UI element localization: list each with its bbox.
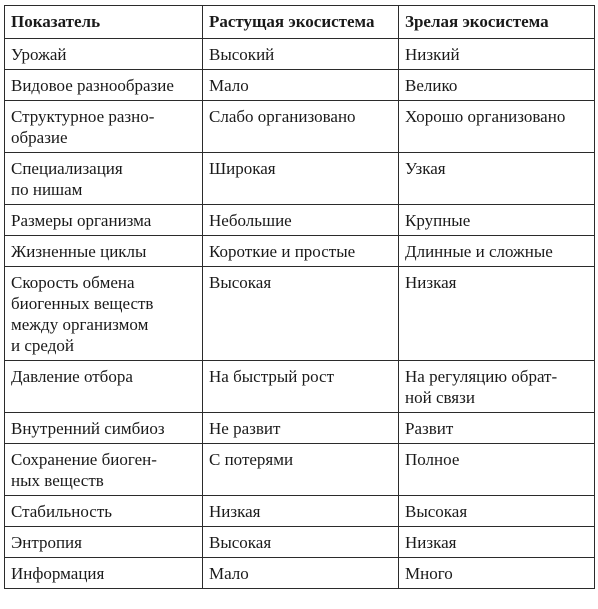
mature-value-cell: Низкий <box>399 39 595 70</box>
header-growing-ecosystem: Растущая экосистема <box>203 6 399 39</box>
table-row <box>5 444 595 496</box>
growing-value-cell: Небольшие <box>203 205 399 236</box>
mature-value-cell: Полное <box>399 444 595 496</box>
growing-value-cell: Слабо организовано <box>203 101 399 153</box>
row-indicator-cell: Урожай <box>5 39 203 70</box>
table-row <box>5 413 595 444</box>
row-indicator-cell: Стабильность <box>5 496 203 527</box>
mature-value-cell: Низкая <box>399 527 595 558</box>
mature-value-cell: Узкая <box>399 153 595 205</box>
mature-value-cell: Длинные и сложные <box>399 236 595 267</box>
growing-value-cell: Широкая <box>203 153 399 205</box>
table-row <box>5 236 595 267</box>
row-indicator-cell: Скорость обмена биогенных веществ между организмом и средой <box>5 267 203 361</box>
growing-value-cell: Высокая <box>203 527 399 558</box>
growing-value-cell: Высокий <box>203 39 399 70</box>
row-indicator-cell: Размеры организма <box>5 205 203 236</box>
row-indicator-cell: Информация <box>5 558 203 589</box>
row-indicator-cell: Давление отбора <box>5 361 203 413</box>
row-indicator-cell: Структурное разно- образие <box>5 101 203 153</box>
mature-value-cell: Крупные <box>399 205 595 236</box>
header-row <box>5 6 595 39</box>
table-row <box>5 527 595 558</box>
growing-value-cell: Не развит <box>203 413 399 444</box>
growing-value-cell: На быстрый рост <box>203 361 399 413</box>
table-row <box>5 361 595 413</box>
table-row <box>5 39 595 70</box>
table-row <box>5 70 595 101</box>
row-indicator-cell: Внутренний симбиоз <box>5 413 203 444</box>
mature-value-cell: Много <box>399 558 595 589</box>
table-row <box>5 496 595 527</box>
header-mature-ecosystem: Зрелая экосистема <box>399 6 595 39</box>
growing-value-cell: Мало <box>203 70 399 101</box>
table-row <box>5 267 595 361</box>
row-indicator-cell: Жизненные циклы <box>5 236 203 267</box>
mature-value-cell: Низкая <box>399 267 595 361</box>
growing-value-cell: С потерями <box>203 444 399 496</box>
growing-value-cell: Короткие и простые <box>203 236 399 267</box>
table-header <box>5 6 595 39</box>
table-row <box>5 101 595 153</box>
row-indicator-cell: Сохранение биоген- ных веществ <box>5 444 203 496</box>
row-indicator-cell: Видовое разнообразие <box>5 70 203 101</box>
growing-value-cell: Высокая <box>203 267 399 361</box>
mature-value-cell: На регуляцию обрат- ной связи <box>399 361 595 413</box>
growing-value-cell: Низкая <box>203 496 399 527</box>
header-indicator: Показатель <box>5 6 203 39</box>
table-row <box>5 205 595 236</box>
table-body <box>5 39 595 589</box>
row-indicator-cell: Энтропия <box>5 527 203 558</box>
ecosystem-comparison-table <box>4 5 595 589</box>
table-row <box>5 558 595 589</box>
mature-value-cell: Развит <box>399 413 595 444</box>
mature-value-cell: Высокая <box>399 496 595 527</box>
row-indicator-cell: Специализация по нишам <box>5 153 203 205</box>
table-row <box>5 153 595 205</box>
mature-value-cell: Хорошо организовано <box>399 101 595 153</box>
mature-value-cell: Велико <box>399 70 595 101</box>
growing-value-cell: Мало <box>203 558 399 589</box>
